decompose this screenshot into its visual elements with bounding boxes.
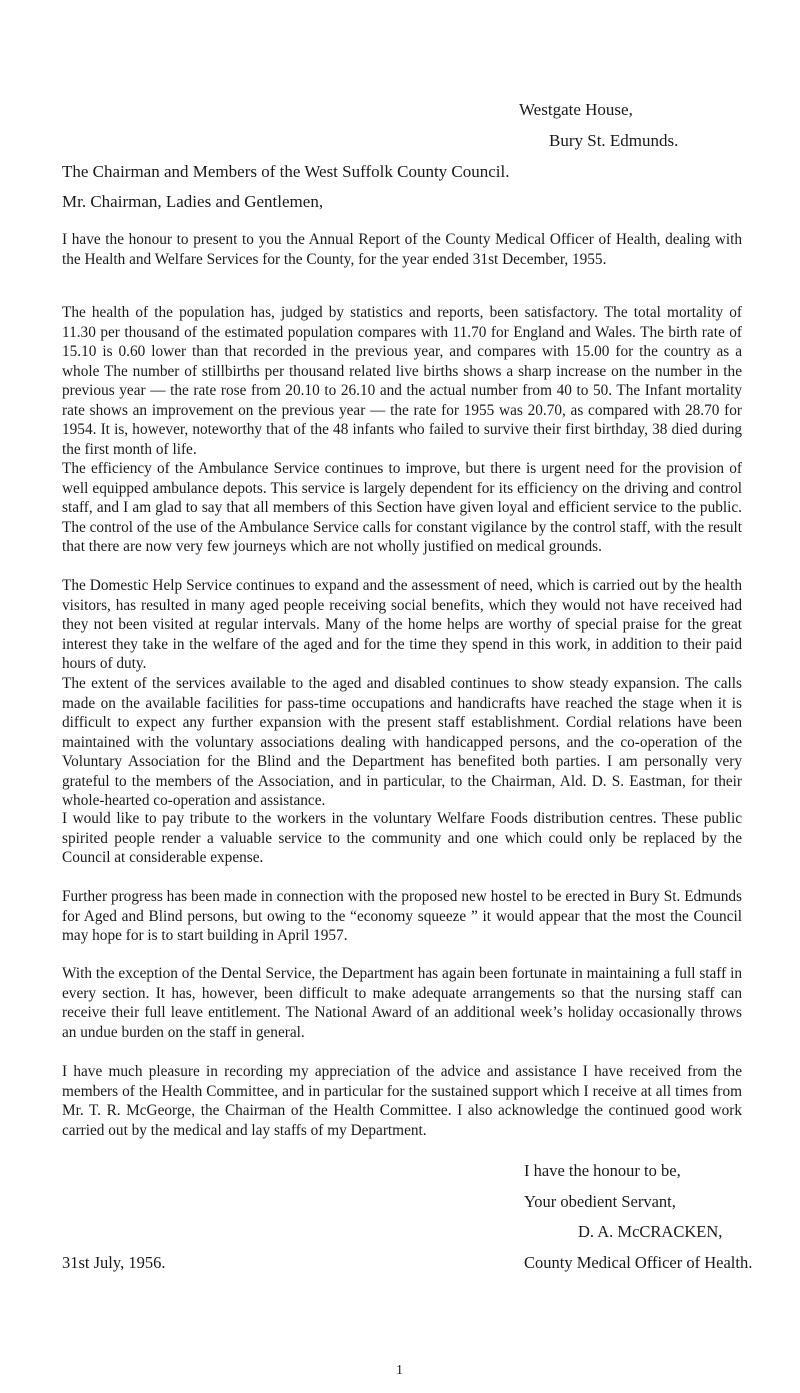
greeting: Mr. Chairman, Ladies and Gentlemen, <box>62 192 324 211</box>
addressee: The Chairman and Members of the West Suffolk County Council. <box>62 162 510 181</box>
closing-line-1: I have the honour to be, <box>524 1161 681 1180</box>
paragraph-health-statistics: The health of the population has, judged by statistics and reports, been satisfactory. The total mortality of 11.30 per thousand of the estimated population compares with 11.70 for England and Wales. The birth rate of 15.10 is 0.60 lower than that recorded in the previous year, and compares with 15.00 for the country as a whole The number of stillbirths per thousand related live births shows a sharp increase on the number in the previous year — the rate rose from 20.10 to 26.10 and the actual number from 40 to 50. The Infant mortality rate shows an improvement on the previous year — the rate for 1955 was 20.70, as compared with 28.70 for 1954. It is, however, noteworthy that of the 48 infants who failed to survive their first birthday, 38 died during the first month of life. <box>62 304 742 458</box>
paragraph-aged-disabled: The extent of the services available to the aged and disabled continues to show steady expansion. The calls made on the available facilities for pass-time occupations and handicrafts have reached the stage when it is difficult to expect any further expansion with the present staff establishment. Cordial relations have been maintained with the voluntary associations dealing with handicapped persons, and the co-operation of the Voluntary Association for the Blind and the Department has benefited both parties. I am personally very grateful to the members of the Association, and in particular, to the Chairman, Ald. D. S. Eastman, for their whole-hearted co-operation and assistance. <box>62 675 742 809</box>
paragraph-staffing: With the exception of the Dental Service, the Department has again been fortunate in maintaining a full staff in every section. It has, however, been difficult to make adequate arrangements so that the nursing staff can receive their full leave entitlement. The National Award of an additional week’s holiday occasionally throws an undue burden on the staff in general. <box>62 965 742 1041</box>
page-number: 1 <box>396 1363 403 1378</box>
paragraph-intro: I have the honour to present to you the Annual Report of the County Medical Officer of Health, dealing with the Health and Welfare Services for the County, for the year ended 31st December, 1955. <box>62 231 742 268</box>
letter-date: 31st July, 1956. <box>62 1253 166 1272</box>
signatory-title: County Medical Officer of Health. <box>524 1253 753 1272</box>
paragraph-welfare-foods: I would like to pay tribute to the workers in the voluntary Welfare Foods distribution centres. These public spirited people render a valuable service to the community and one which could only be replaced by the Council at considerable expense. <box>62 810 742 866</box>
signatory-name: D. A. McCRACKEN, <box>578 1222 723 1241</box>
address-line-1: Westgate House, <box>519 100 633 119</box>
address-line-2: Bury St. Edmunds. <box>549 131 679 150</box>
paragraph-appreciation: I have much pleasure in recording my appreciation of the advice and assistance I have received from the members of the Health Committee, and in particular for the sustained support which I receive at all times from Mr. T. R. McGeorge, the Chairman of the Health Committee. I also acknowledge the continued good work carried out by the medical and lay staffs of my Department. <box>62 1063 742 1139</box>
closing-line-2: Your obedient Servant, <box>524 1192 676 1211</box>
paragraph-hostel: Further progress has been made in connection with the proposed new hostel to be erected in Bury St. Edmunds for Aged and Blind persons, but owing to the “economy squeeze ” it would appear that the most the Council may hope for is to start building in April 1957. <box>62 888 742 944</box>
paragraph-ambulance-service: The efficiency of the Ambulance Service continues to improve, but there is urgent need for the provision of well equipped ambulance depots. This service is largely dependent for its efficiency on the driving and control staff, and I am glad to say that all members of this Section have given loyal and efficient service to the public. The control of the use of the Ambulance Service calls for constant vigilance by the control staff, with the result that there are now very few journeys which are not wholly justified on medical grounds. <box>62 460 742 555</box>
paragraph-domestic-help: The Domestic Help Service continues to expand and the assessment of need, which is carried out by the health visitors, has resulted in many aged people receiving social benefits, which they would not have received had they not been visited at regular intervals. Many of the home helps are worthy of special praise for the great interest they take in the welfare of the aged and for the time they spend in this work, in addition to their paid hours of duty. <box>62 577 742 672</box>
